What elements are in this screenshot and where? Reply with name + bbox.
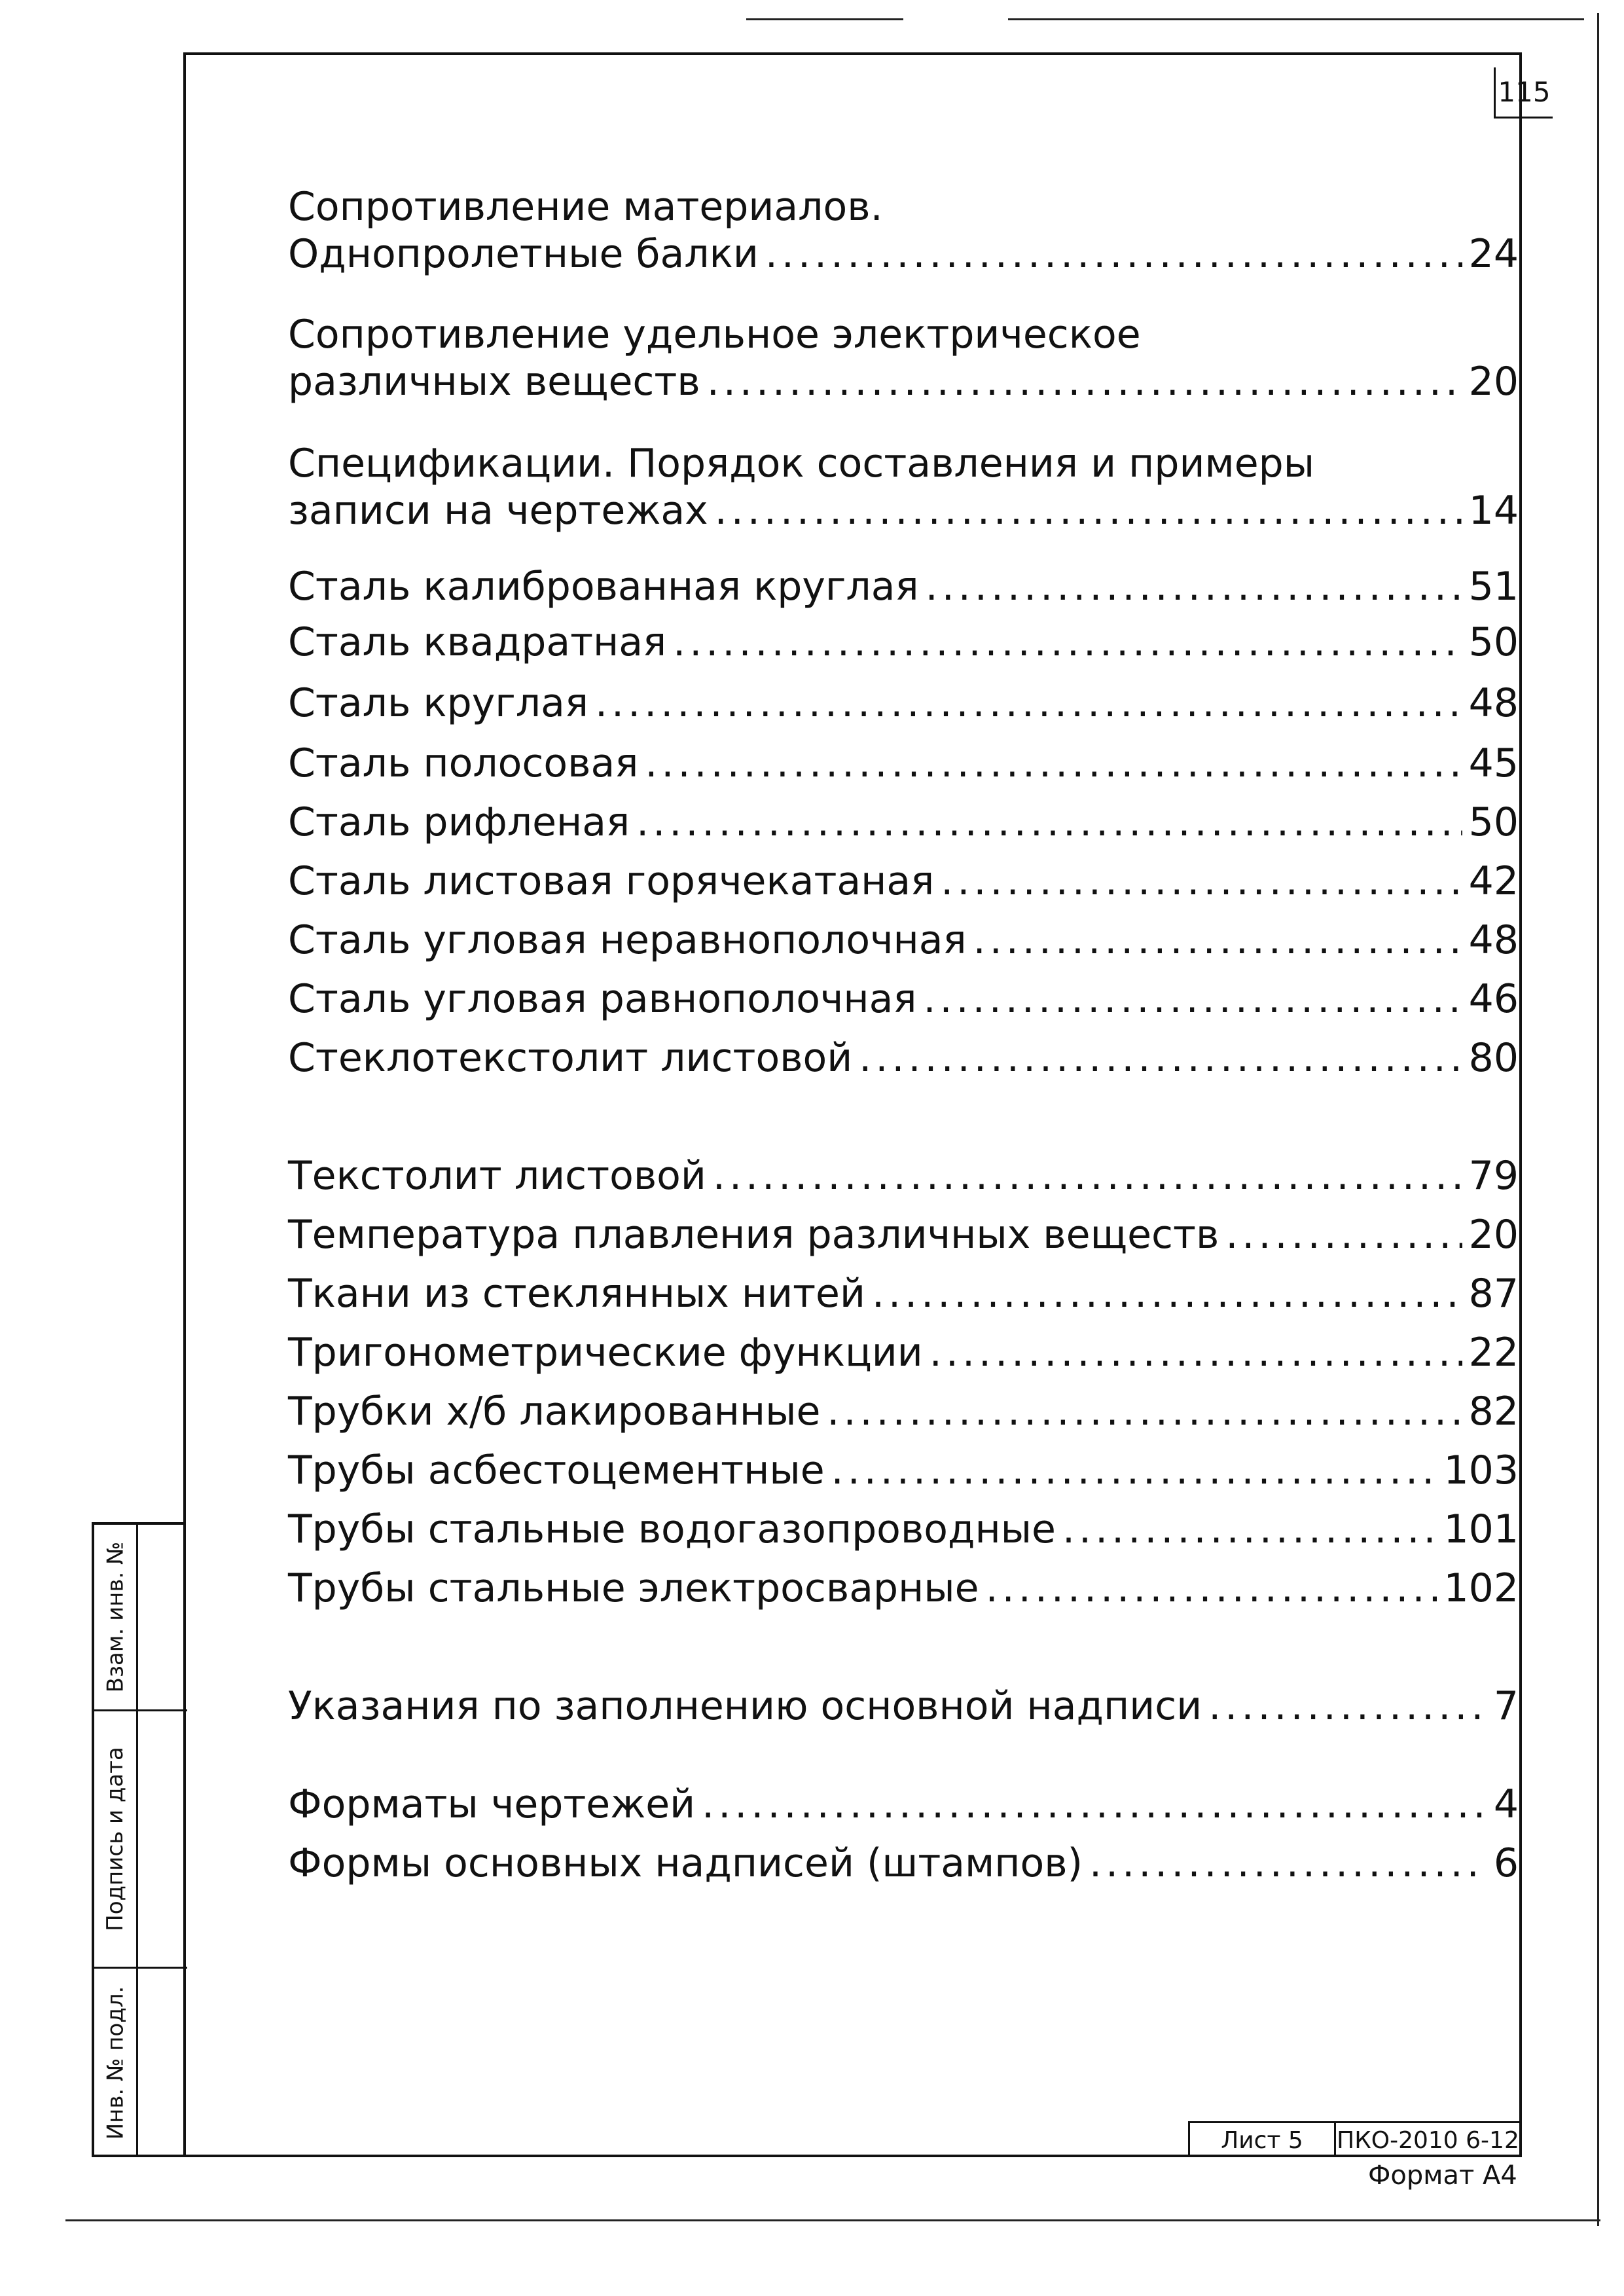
index-entry xyxy=(288,1781,1519,1828)
entry-title: Трубы стальные водогазопроводные xyxy=(288,1506,1056,1552)
entry-page: 48 xyxy=(1468,680,1519,726)
title-block-code: ПКО-2010 6-12 xyxy=(1337,2126,1519,2154)
entry-title: Трубы асбестоцементные xyxy=(288,1448,825,1493)
entry-page: 14 xyxy=(1468,488,1519,534)
index-entry xyxy=(288,680,1519,727)
leader-dots xyxy=(923,975,1462,1023)
index-entry xyxy=(288,1211,1519,1258)
side-stamp-label-replaced-inv: Взам. инв. № xyxy=(102,1541,129,1693)
entry-page: 50 xyxy=(1468,619,1519,665)
leader-dots xyxy=(707,358,1462,405)
entry-page: 7 xyxy=(1493,1683,1519,1729)
entry-title: Тригонометрические функции xyxy=(288,1330,923,1376)
index-entry xyxy=(288,183,1519,278)
page-format: Формат А4 xyxy=(1368,2160,1517,2191)
entry-title: записи на чертежах xyxy=(288,488,708,534)
entry-page: 20 xyxy=(1468,359,1519,405)
entry-title: Сталь листовая горячекатаная xyxy=(288,858,935,904)
entry-page: 103 xyxy=(1443,1448,1519,1493)
entry-title: Формы основных надписей (штампов) xyxy=(288,1840,1083,1886)
entry-page: 87 xyxy=(1468,1271,1519,1317)
leader-dots xyxy=(986,1565,1437,1612)
entry-page: 24 xyxy=(1468,231,1519,277)
index-entry xyxy=(288,1447,1519,1494)
index-entry xyxy=(288,1152,1519,1199)
leader-dots xyxy=(859,1034,1462,1082)
index-entry xyxy=(288,1034,1519,1082)
entry-page: 48 xyxy=(1468,917,1519,963)
scan-edge-top-right xyxy=(1008,18,1584,20)
leader-dots xyxy=(929,1329,1462,1376)
entry-title: Сталь рифленая xyxy=(288,799,630,845)
index-entry xyxy=(288,440,1519,534)
entry-title: Сталь круглая xyxy=(288,680,588,726)
leader-dots xyxy=(595,680,1462,727)
side-stamp-label xyxy=(96,1969,135,2157)
leader-dots xyxy=(1062,1506,1437,1553)
leader-dots xyxy=(715,487,1462,534)
leader-dots xyxy=(926,563,1462,610)
scan-edge-top xyxy=(746,18,903,20)
entry-page: 45 xyxy=(1468,740,1519,786)
entry-title: Сталь полосовая xyxy=(288,740,639,786)
index-entry xyxy=(288,975,1519,1023)
index-entry xyxy=(288,1506,1519,1553)
leader-dots xyxy=(941,858,1462,905)
entry-page: 82 xyxy=(1468,1389,1519,1434)
entry-line: Сопротивление удельное электрическое xyxy=(288,312,1141,357)
leader-dots xyxy=(645,740,1462,787)
index-entry xyxy=(288,311,1519,405)
entry-title: Стеклотекстолит листовой xyxy=(288,1035,853,1081)
leader-dots xyxy=(1089,1840,1487,1887)
leader-dots xyxy=(1225,1211,1462,1258)
index-entry xyxy=(288,1329,1519,1376)
entry-line: Сопротивление материалов. xyxy=(288,184,883,230)
entry-title: Сталь угловая неравнополочная xyxy=(288,917,967,963)
index-entry xyxy=(288,799,1519,846)
entry-page: 6 xyxy=(1493,1840,1519,1886)
entry-title: Ткани из стеклянных нитей xyxy=(288,1271,865,1317)
entry-page: 50 xyxy=(1468,799,1519,845)
index-entry xyxy=(288,917,1519,964)
leader-dots xyxy=(702,1781,1487,1828)
leader-dots xyxy=(636,799,1462,846)
entry-title: Температура плавления различных веществ xyxy=(288,1212,1219,1258)
title-block xyxy=(1188,2121,1522,2157)
side-stamp-label-signature-date: Подпись и дата xyxy=(102,1747,129,1931)
leader-dots xyxy=(765,230,1462,278)
entry-page: 102 xyxy=(1443,1565,1519,1611)
entry-line: Спецификации. Порядок составления и примеры xyxy=(288,441,1315,486)
entry-page: 46 xyxy=(1468,976,1519,1022)
entry-page: 22 xyxy=(1468,1330,1519,1376)
index-entry xyxy=(288,1840,1519,1887)
side-stamp xyxy=(92,1522,185,2157)
entry-title: различных веществ xyxy=(288,359,700,405)
index-entry xyxy=(288,563,1519,610)
side-stamp-divider-vertical xyxy=(136,1525,138,2155)
index-entry xyxy=(288,1683,1519,1730)
entry-title: Форматы чертежей xyxy=(288,1781,696,1827)
index-entry xyxy=(288,1565,1519,1612)
index-entry xyxy=(288,858,1519,905)
index-entry xyxy=(288,619,1519,666)
entry-title: Трубы стальные электросварные xyxy=(288,1565,979,1611)
leader-dots xyxy=(1208,1683,1487,1730)
entry-page: 42 xyxy=(1468,858,1519,904)
entry-page: 79 xyxy=(1468,1153,1519,1199)
entry-page: 20 xyxy=(1468,1212,1519,1258)
entry-page: 101 xyxy=(1443,1506,1519,1552)
leader-dots xyxy=(827,1388,1462,1435)
entry-title: Сталь квадратная xyxy=(288,619,667,665)
entry-title: Указания по заполнению основной надписи xyxy=(288,1683,1202,1729)
index-entry xyxy=(288,1270,1519,1317)
entry-title: Сталь угловая равнополочная xyxy=(288,976,917,1022)
entry-title: Текстолит листовой xyxy=(288,1153,706,1199)
side-stamp-label xyxy=(96,1525,135,1709)
entry-title: Сталь калиброванная круглая xyxy=(288,564,919,610)
side-stamp-label xyxy=(96,1711,135,1967)
leader-dots xyxy=(872,1270,1462,1317)
scan-edge-bottom xyxy=(65,2219,1600,2221)
entry-title: Однопролетные балки xyxy=(288,231,759,277)
leader-dots xyxy=(673,619,1462,666)
index-entry xyxy=(288,1388,1519,1435)
title-block-sheet: Лист 5 xyxy=(1190,2123,1336,2157)
leader-dots xyxy=(713,1152,1462,1199)
leader-dots xyxy=(973,917,1462,964)
entry-page: 51 xyxy=(1468,564,1519,610)
page-number-box xyxy=(1494,67,1553,118)
entry-title: Трубки х/б лакированные xyxy=(288,1389,821,1434)
index-entry xyxy=(288,740,1519,787)
page-number: 115 xyxy=(1498,76,1551,108)
entry-page: 80 xyxy=(1468,1035,1519,1081)
leader-dots xyxy=(831,1447,1437,1494)
side-stamp-label-original-inv: Инв. № подл. xyxy=(102,1986,129,2140)
entry-page: 4 xyxy=(1493,1781,1519,1827)
scan-edge-right xyxy=(1597,13,1599,2226)
